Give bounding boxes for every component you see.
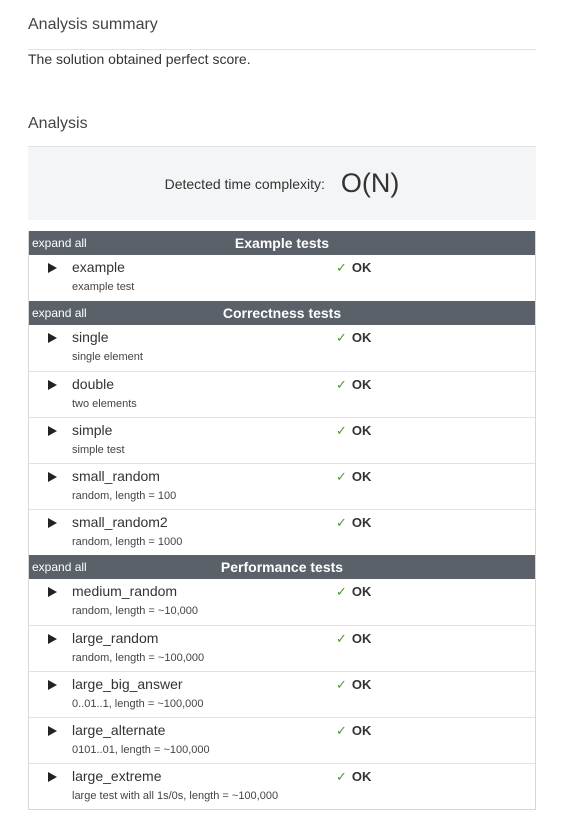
check-icon: ✓	[336, 769, 347, 784]
complexity-panel	[28, 147, 536, 220]
check-icon: ✓	[336, 423, 347, 438]
test-description: random, length = ~10,000	[72, 605, 198, 617]
status-text: OK	[351, 330, 372, 345]
status-text: OK	[351, 723, 372, 738]
test-description: large test with all 1s/0s, length = ~100,000	[72, 790, 279, 802]
test-description: random, length = 1000	[72, 536, 183, 548]
status-text: OK	[351, 631, 372, 646]
test-row[interactable]	[29, 255, 535, 301]
test-name: example	[72, 259, 125, 275]
complexity-value: O(N)	[340, 168, 400, 198]
status-text: OK	[351, 377, 372, 392]
test-row[interactable]	[29, 325, 535, 371]
play-icon[interactable]	[48, 587, 57, 597]
test-name: medium_random	[72, 583, 178, 599]
group-header-performance	[29, 555, 535, 579]
group-title-performance: Performance tests	[220, 559, 344, 575]
complexity-label: Detected time complexity:	[164, 175, 325, 192]
status-text: OK	[351, 515, 372, 530]
test-status	[336, 631, 371, 647]
test-description: 0..01..1, length = ~100,000	[72, 698, 204, 710]
test-row[interactable]	[29, 579, 535, 625]
play-icon[interactable]	[48, 726, 57, 736]
play-icon[interactable]	[48, 333, 57, 343]
test-name: single	[72, 329, 109, 345]
status-text: OK	[351, 677, 372, 692]
check-icon: ✓	[336, 469, 347, 484]
play-icon[interactable]	[48, 426, 57, 436]
group-title-example: Example tests	[234, 235, 330, 251]
analysis-title: Analysis	[28, 115, 88, 132]
test-row[interactable]	[29, 717, 535, 763]
test-status	[336, 584, 371, 600]
summary-text: The solution obtained perfect score.	[28, 51, 251, 67]
test-description: random, length = ~100,000	[72, 652, 205, 664]
check-icon: ✓	[336, 677, 347, 692]
test-name: large_big_answer	[72, 676, 183, 692]
expand-all-performance-button[interactable]: expand all	[32, 560, 87, 574]
test-name: large_random	[72, 630, 159, 646]
check-icon: ✓	[336, 330, 347, 345]
check-icon: ✓	[336, 584, 347, 599]
test-results-table	[28, 231, 536, 810]
test-status	[336, 423, 371, 439]
test-row[interactable]	[29, 671, 535, 717]
summary-divider	[28, 49, 536, 50]
test-status	[336, 723, 371, 739]
play-icon[interactable]	[48, 472, 57, 482]
test-row[interactable]	[29, 417, 535, 463]
play-icon[interactable]	[48, 772, 57, 782]
test-row[interactable]	[29, 463, 535, 509]
test-description: simple test	[72, 444, 125, 456]
check-icon: ✓	[336, 515, 347, 530]
test-name: double	[72, 376, 115, 392]
test-name: simple	[72, 422, 113, 438]
test-name: large_alternate	[72, 722, 166, 738]
test-status	[336, 377, 371, 393]
status-text: OK	[351, 769, 372, 784]
test-status	[336, 330, 371, 346]
test-name: small_random2	[72, 514, 168, 530]
test-status	[336, 677, 371, 693]
play-icon[interactable]	[48, 263, 57, 273]
test-name: small_random	[72, 468, 160, 484]
test-name: large_extreme	[72, 768, 162, 784]
test-description: 0101..01, length = ~100,000	[72, 744, 210, 756]
test-row[interactable]	[29, 625, 535, 671]
test-status	[336, 260, 371, 276]
group-header-correctness	[29, 301, 535, 325]
test-row[interactable]	[29, 763, 535, 809]
status-text: OK	[351, 260, 372, 275]
expand-all-example-button[interactable]: expand all	[32, 236, 87, 250]
test-description: single element	[72, 351, 143, 363]
check-icon: ✓	[336, 377, 347, 392]
test-description: two elements	[72, 398, 137, 410]
play-icon[interactable]	[48, 680, 57, 690]
play-icon[interactable]	[48, 634, 57, 644]
status-text: OK	[351, 469, 372, 484]
group-header-example	[29, 231, 535, 255]
analysis-summary-title: Analysis summary	[28, 16, 158, 33]
expand-all-correctness-button[interactable]: expand all	[32, 306, 87, 320]
test-status	[336, 515, 371, 531]
test-status	[336, 469, 371, 485]
test-description: random, length = 100	[72, 490, 177, 502]
check-icon: ✓	[336, 631, 347, 646]
play-icon[interactable]	[48, 380, 57, 390]
check-icon: ✓	[336, 723, 347, 738]
test-row[interactable]	[29, 371, 535, 417]
group-title-correctness: Correctness tests	[222, 305, 342, 321]
test-description: example test	[72, 281, 135, 293]
check-icon: ✓	[336, 260, 347, 275]
test-status	[336, 769, 371, 785]
test-row[interactable]	[29, 509, 535, 555]
status-text: OK	[351, 584, 372, 599]
status-text: OK	[351, 423, 372, 438]
play-icon[interactable]	[48, 518, 57, 528]
